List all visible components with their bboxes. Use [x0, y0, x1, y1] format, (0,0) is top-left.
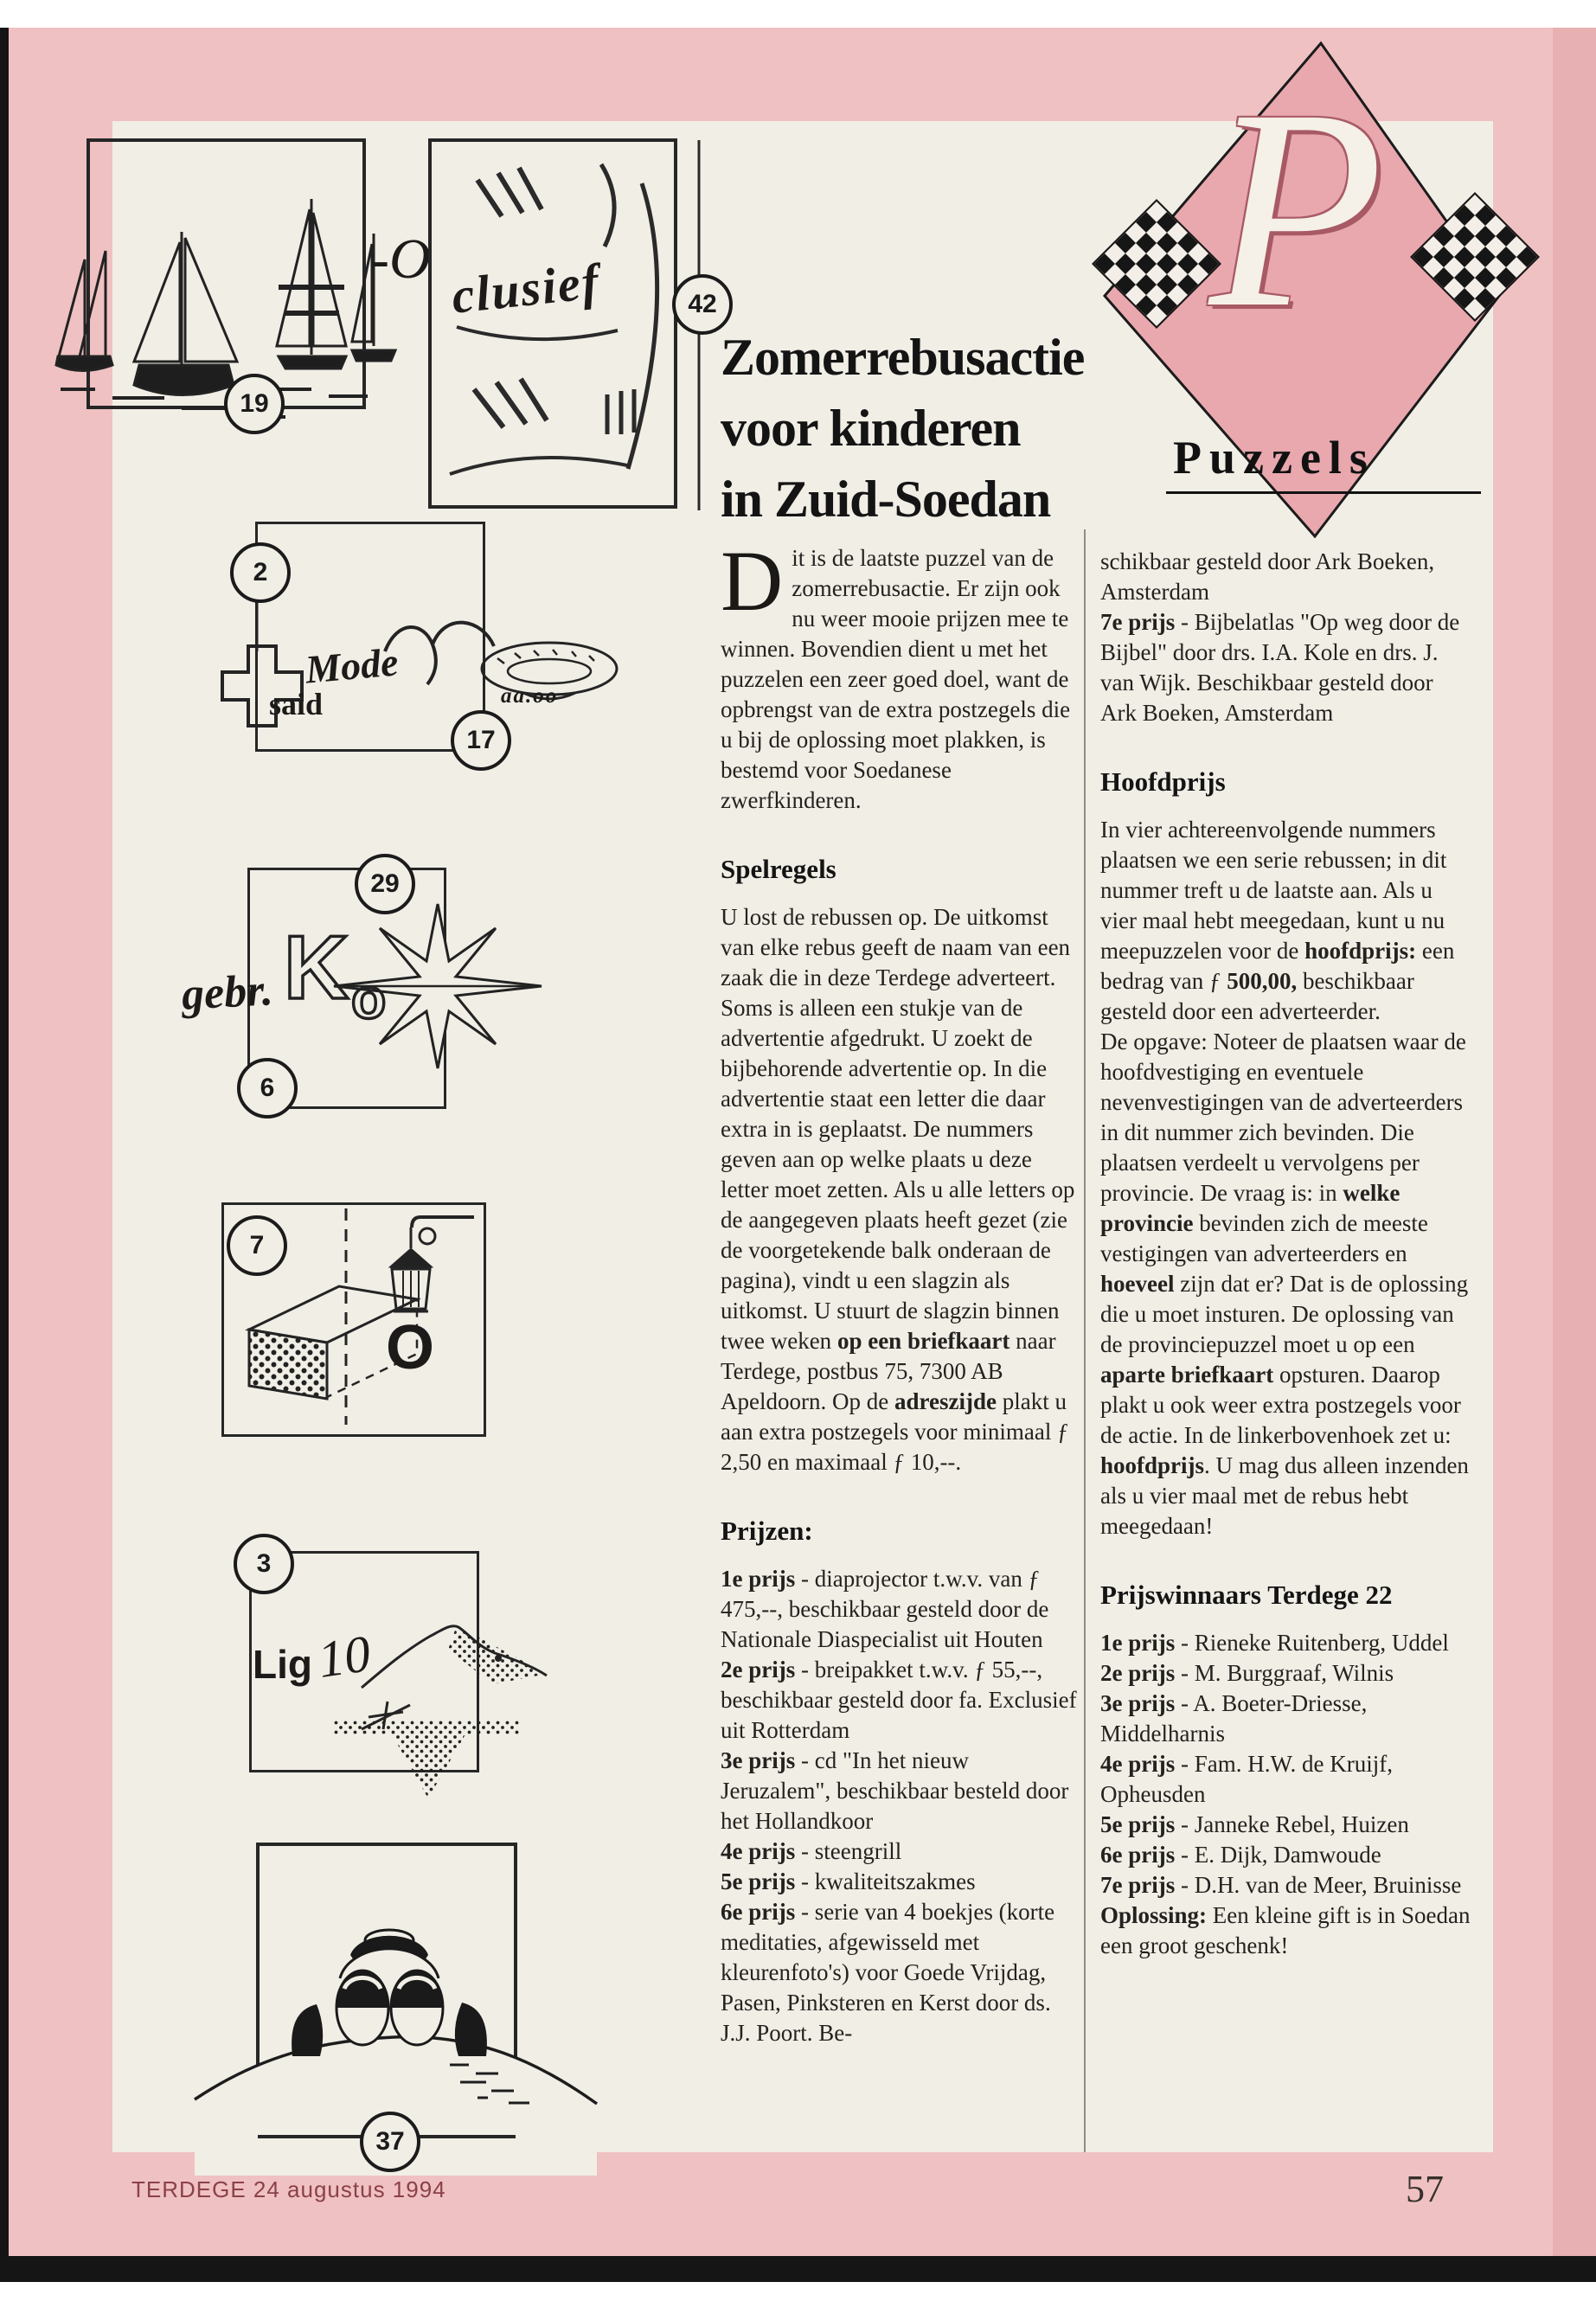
rebus-number-badge: 37: [360, 2112, 420, 2172]
rebus-number-badge: 3: [234, 1534, 294, 1594]
prize-item: 7e prijs - Bijbelatlas "Op weg door de Bijbel" door drs. I.A. Kole en drs. J. van Wijk. Beschikbaar gesteld door Ark Boeken, Amsterdam: [1100, 609, 1460, 726]
winner-item: 6e prijs - E. Dijk, Damwoude: [1100, 1842, 1381, 1868]
prize-item: 3e prijs - cd "In het nieuw Jeruzalem", beschikbaar besteld door het Hollandkoor: [721, 1747, 1069, 1834]
prize-item: 1e prijs - diaprojector t.w.v. van ƒ 475,--, beschikbaar gesteld door de Nationale Diaspecialist uit Houten: [721, 1566, 1049, 1652]
prize6-continuation: schikbaar gesteld door Ark Boeken, Amsterdam: [1100, 548, 1435, 605]
rebus-text-price: aa.oo: [501, 684, 559, 708]
rebus-number-badge: 6: [237, 1058, 298, 1118]
rebus-boats: [52, 130, 431, 458]
scan-edge-bottom: [0, 2256, 1596, 2282]
winner-item: 1e prijs - Rieneke Ruitenberg, Uddel: [1100, 1630, 1449, 1656]
logo-letter-p: P: [1209, 51, 1384, 367]
column-divider: [1084, 529, 1086, 2152]
rebus-text-minus-o: -O: [370, 228, 431, 291]
page-margin-right: [1553, 28, 1596, 2256]
prize-item: 6e prijs - serie van 4 boekjes (korte meditaties, afgewisseld met kleurenfoto's) voor Goede Vrijdag, Pasen, Pinksteren en Kerst door ds. J.J. Poort. Be-: [721, 1899, 1055, 2046]
winner-item: 2e prijs - M. Burggraaf, Wilnis: [1100, 1660, 1394, 1686]
rebus-text-ten: 10: [314, 1625, 375, 1689]
prize-item: 4e prijs - steengrill: [721, 1838, 902, 1864]
winner-item: 4e prijs - Fam. H.W. de Kruijf, Opheusden: [1100, 1751, 1393, 1807]
heading-prijswinnaars: Prijswinnaars Terdege 22: [1100, 1580, 1393, 1610]
rebus-number-badge: 17: [451, 710, 511, 771]
rebus-text-letter-o: O: [386, 1313, 435, 1382]
scan-edge-left: [0, 28, 9, 2282]
spelregels-paragraph: U lost de rebussen op. De uitkomst van elke rebus geeft de naam van een zaak die in deze Terdege adverteert. Soms is alleen een stukje van de advertentie afgedrukt. U zoekt de bijbehorende advertentie op. In die advertentie staat een letter die daar extra in is geplaatst. De nummers geven aan op welke plaats u deze letter moet zetten. Als u alle letters op de aangegeven plaats heeft gezet (zie de voorgetekende balk onderaan de pagina), vindt u een slagzin als uitkomst. U stuurt de slagzin binnen twee weken op een briefkaart naar Terdege, postbus 75, 7300 AB Apeldoorn. Op de adreszijde plakt u aan extra postzegels voor minimaal ƒ 2,50 en maximaal ƒ 10,--.: [721, 904, 1075, 1475]
prize-item: 2e prijs - breipakket t.w.v. ƒ 55,--, beschikbaar gesteld door fa. Exclusief uit Rotterdam: [721, 1657, 1077, 1743]
rebus-text-lig: Lig: [253, 1642, 312, 1687]
winner-item: 5e prijs - Janneke Rebel, Huizen: [1100, 1811, 1409, 1837]
dropcap: D: [721, 533, 784, 629]
rebus-number-badge: 42: [672, 274, 733, 335]
rebus-exclusief: [424, 130, 735, 528]
rebus-lantern: [216, 1198, 502, 1458]
rebus-number-badge: 19: [224, 374, 285, 434]
rebus-text-o: o: [351, 966, 387, 1030]
title-line: Zomerrebusactie: [721, 329, 1085, 386]
title-line: voor kinderen: [721, 400, 1021, 457]
rebus-number-badge: 29: [355, 854, 415, 914]
title-line: in Zuid-Soedan: [721, 471, 1051, 528]
rebus-number-badge: 2: [230, 542, 291, 603]
magazine-footer: TERDEGE 24 augustus 1994: [131, 2176, 446, 2202]
intro-paragraph: Dit is de laatste puzzel van de zomerrebusactie. Er zijn ook nu weer mooie prijzen mee te winnen. Bovendien dient u met het puzzelen een zeer goed doel, want de opbrengst van de extra postzegels die u bij de oplossing moet plakken, is bestemd voor Soedanese zwerfkinderen.: [721, 533, 1071, 813]
logo-wordmark: Puzzels: [1173, 432, 1375, 484]
winner-item: 3e prijs - A. Boeter-Driesse, Middelharnis: [1100, 1690, 1368, 1747]
article-title: [721, 322, 1153, 535]
rebus-number-badge: 7: [227, 1215, 287, 1276]
article-column-right: [1100, 547, 1472, 1961]
rebus-text-gebr: gebr.: [180, 965, 274, 1020]
page-number: 57: [1406, 2168, 1444, 2210]
rebus-gebr-ko: [182, 856, 562, 1125]
rebus-mode: [203, 515, 636, 783]
rebus-lig: [234, 1544, 571, 1812]
logo-underline: [1166, 491, 1481, 494]
article-column-left: [721, 533, 1077, 2048]
winner-item: 7e prijs - D.H. van de Meer, Bruinisse: [1100, 1872, 1462, 1898]
heading-prijzen: Prijzen:: [721, 1516, 813, 1546]
hoofdprijs-paragraph-1: In vier achtereenvolgende nummers plaatsen we een serie rebussen; in dit nummer treft u de laatste aan. Als u vier maal hebt meegedaan, kunt u nu meepuzzelen voor de hoofdprijs: een bedrag van ƒ 500,00, beschikbaar gesteld door een adverteerder.: [1100, 817, 1455, 1024]
rebus-text-said: said: [269, 687, 324, 721]
heading-hoofdprijs: Hoofdprijs: [1100, 766, 1226, 797]
rebus-text-clusief: clusief: [449, 253, 603, 324]
rebus-text-k: K: [284, 918, 349, 1018]
prize-item: 5e prijs - kwaliteitszakmes: [721, 1868, 976, 1894]
oplossing-line: Oplossing: Een kleine gift is in Soedan een groot geschenk!: [1100, 1902, 1471, 1958]
rebus-peek: [190, 1838, 606, 2176]
rebus-text-mode: Mode: [303, 639, 401, 692]
heading-spelregels: Spelregels: [721, 854, 836, 884]
hoofdprijs-paragraph-2: De opgave: Noteer de plaatsen waar de hoofdvestiging en eventuele nevenvestigingen van de adverteerders in dit nummer zich bevinden. Die plaatsen verdeelt u vervolgens per provincie. De vraag is: in welke provincie bevinden zich de meeste vestigingen van adverteerders en hoeveel zijn dat er? Dat is de oplossing die u moet insturen. De oplossing van de provinciepuzzel moet u op een aparte briefkaart opsturen. Daarop plakt u ook weer extra postzegels voor de actie. In de linkerbovenhoek zet u: hoofdprijs. U mag dus alleen inzenden als u vier maal met de rebus hebt meegedaan!: [1100, 1029, 1469, 1539]
